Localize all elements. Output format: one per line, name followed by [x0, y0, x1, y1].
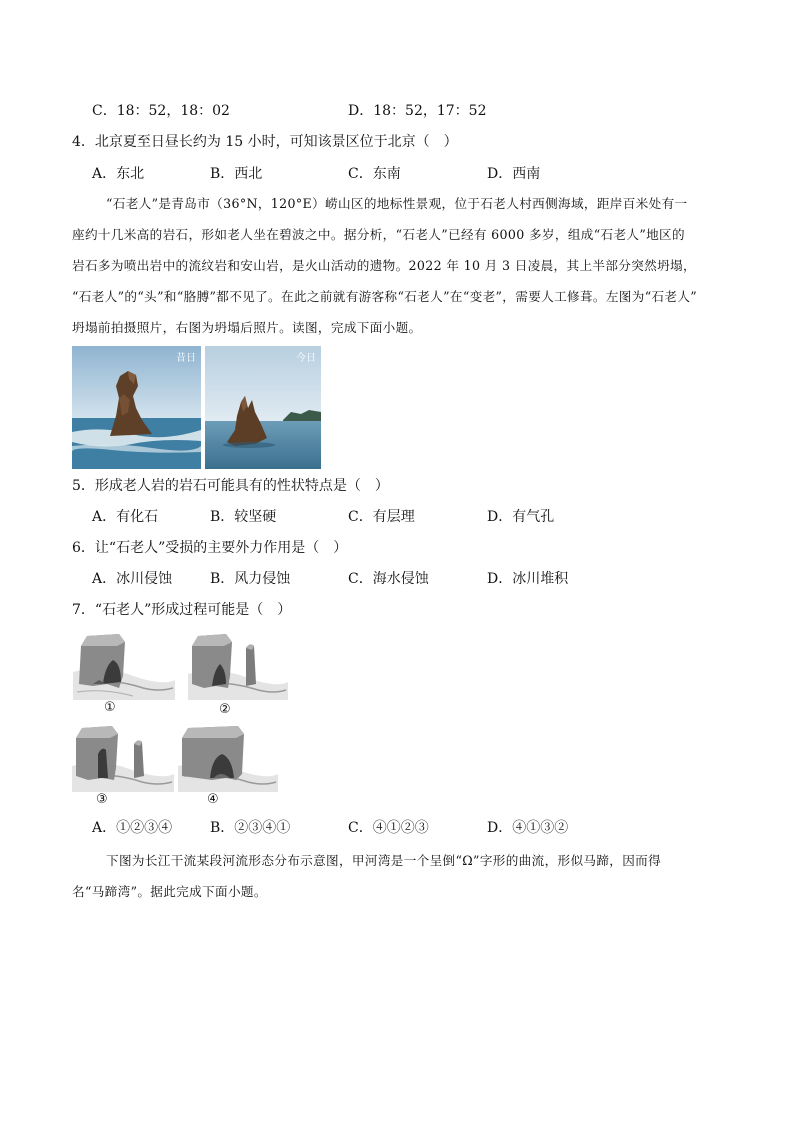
stage-label-1: ①	[104, 700, 116, 715]
q4-option-c: C．东南	[348, 166, 401, 182]
q6-option-a: A．冰川侵蚀	[92, 571, 173, 587]
stage-diagram-2	[188, 632, 288, 700]
q7-option-c: C．④①②③	[348, 820, 429, 836]
q7-option-a: A．①②③④	[92, 820, 173, 836]
q6-option-b: B．风力侵蚀	[210, 571, 291, 587]
photo-label-after: 今日	[296, 353, 316, 364]
q6-option-c: C．海水侵蚀	[348, 571, 429, 587]
q3-option-d: D．18：52，17：52	[348, 103, 487, 119]
q7-stem: 7．“石老人”形成过程可能是（ ）	[72, 602, 292, 618]
photo-after-collapse	[205, 346, 321, 469]
material1-line: “石老人”是青岛市（36°N，120°E）崂山区的地标性景观，位于石老人村西侧海域，距岸百米处有一	[106, 196, 688, 211]
material2-line: 名“马蹄湾”。据此完成下面小题。	[72, 884, 267, 899]
material1-line: 坍塌前拍摄照片，右图为坍塌后照片。读图，完成下面小题。	[72, 320, 422, 335]
rock-before-image	[72, 346, 201, 469]
q6-stem: 6．让“石老人”受损的主要外力作用是（ ）	[72, 540, 348, 556]
q7-option-b: B．②③④①	[210, 820, 291, 836]
q4-option-b: B．西北	[210, 166, 263, 182]
photo-label-before: 昔日	[176, 353, 196, 364]
photo-before-collapse	[72, 346, 201, 469]
material2-line: 下图为长江干流某段河流形态分布示意图，甲河湾是一个呈倒“Ω”字形的曲流，形似马蹄，因而得	[106, 853, 662, 868]
q4-option-a: A．东北	[92, 166, 145, 182]
q7-option-d: D．④①③②	[487, 820, 569, 836]
material1-line: 岩石多为喷出岩中的流纹岩和安山岩，是火山活动的遗物。2022 年 10 月 3 日凌晨，其上半部分突然坍塌，	[72, 258, 696, 273]
q4-stem: 4．北京夏至日昼长约为 15 小时，可知该景区位于北京（ ）	[72, 134, 458, 150]
stage-label-3: ③	[96, 792, 108, 807]
q4-option-d: D．西南	[487, 166, 541, 182]
material1-line: 座约十几米高的岩石，形如老人坐在碧波之中。据分析，“石老人”已经有 6000 多岁，组成“石老人”地区的	[72, 227, 685, 242]
stage-label-4: ④	[207, 792, 219, 807]
q3-option-c: C．18：52，18：02	[92, 103, 230, 119]
rock-after-image	[205, 346, 321, 469]
q6-option-d: D．冰川堆积	[487, 571, 569, 587]
material1-line: “石老人”的“头”和“胳膊”都不见了。在此之前就有游客称“石老人”在“变老”，需要人工修葺。左图为“石老人”	[72, 289, 698, 304]
stage-diagram-4	[178, 724, 278, 792]
stage-label-2: ②	[219, 702, 231, 717]
stage-diagram-3	[72, 724, 174, 792]
q5-option-a: A．有化石	[92, 509, 159, 525]
q5-option-d: D．有气孔	[487, 509, 555, 525]
q5-option-c: C．有层理	[348, 509, 415, 525]
material-shilaoren	[72, 188, 697, 343]
stage-diagram-1	[73, 632, 175, 700]
material-matiwan	[72, 845, 661, 907]
q5-stem: 5．形成老人岩的岩石可能具有的性状特点是（ ）	[72, 478, 389, 494]
q5-option-b: B．较坚硬	[210, 509, 277, 525]
